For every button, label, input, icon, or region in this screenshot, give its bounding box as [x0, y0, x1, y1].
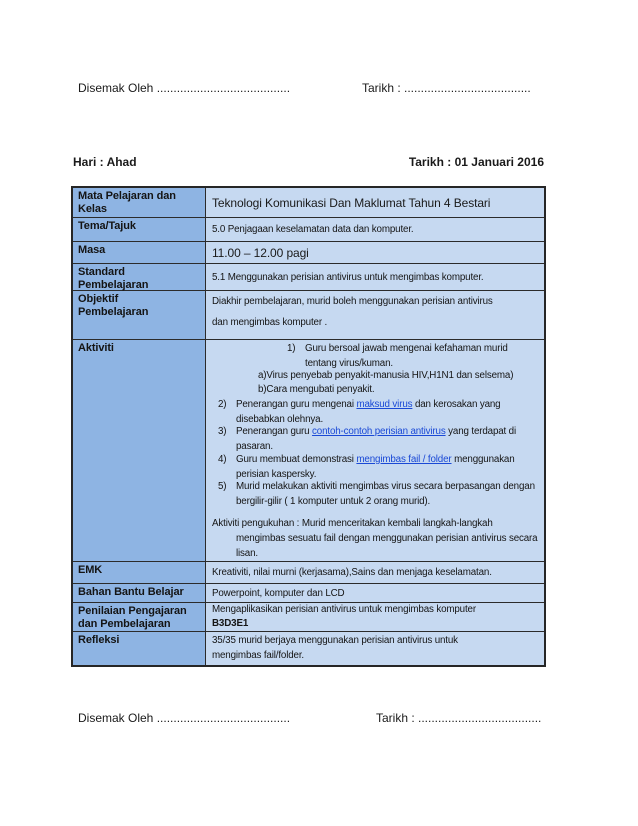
activity-number: 3) — [218, 426, 227, 437]
activity-text: menggunakan perisian kaspersky. — [236, 454, 515, 480]
reflection-line: mengimbas fail/folder. — [212, 650, 304, 661]
bottom-tarikh: Tarikh : ..................................... — [376, 711, 542, 725]
activity-text: Guru membuat demonstrasi — [236, 454, 357, 465]
activity-number: 5) — [218, 481, 227, 492]
value-cell-tema — [206, 218, 544, 241]
activity-text: yang terdapat di pasaran. — [236, 426, 517, 452]
hari-label: Hari : Ahad — [73, 155, 137, 169]
label-line: Objektif — [78, 293, 119, 305]
row-penilaian — [73, 603, 544, 632]
row-objektif — [73, 291, 544, 340]
label-line: Tema/Tajuk — [78, 220, 136, 232]
tarikh-date-label: Tarikh : 01 Januari 2016 — [408, 155, 544, 169]
label-line: Masa — [78, 244, 106, 256]
objective-line: Diakhir pembelajaran, murid boleh menggunakan perisian antivirus — [212, 296, 493, 307]
label-cell-standard — [73, 264, 206, 290]
mengimbas-fail-folder-link[interactable]: mengimbas fail / folder — [356, 454, 452, 465]
label-cell-refleksi — [73, 632, 206, 665]
label-line: Refleksi — [78, 634, 120, 646]
theme-value: 5.0 Penjagaan keselamatan data dan komputer. — [212, 224, 414, 235]
label-line: dan Pembelajaran — [78, 617, 171, 630]
row-standard — [73, 264, 544, 291]
maksud-virus-link[interactable]: maksud virus — [356, 399, 413, 410]
assessment-value: Mengaplikasikan perisian antivirus untuk mengimbas komputer — [212, 604, 476, 615]
standard-value: 5.1 Menggunakan perisian antivirus untuk mengimbas komputer. — [212, 271, 484, 283]
label-line: EMK — [78, 564, 103, 576]
label-line: Mata Pelajaran dan — [78, 190, 176, 202]
label-cell-objektif — [73, 291, 206, 339]
activity-subitem-b: b)Cara mengubati penyakit. — [258, 384, 375, 395]
label-cell-mata-pelajaran — [73, 188, 206, 217]
label-line: Standard — [78, 266, 125, 278]
activity-item-3 — [236, 424, 538, 454]
value-cell-emk — [206, 562, 544, 583]
row-bahan — [73, 584, 544, 603]
objective-line: dan mengimbas komputer . — [212, 317, 328, 328]
value-cell-refleksi — [206, 632, 544, 665]
materials-value: Powerpoint, komputer dan LCD — [212, 587, 345, 599]
value-cell-bahan — [206, 584, 544, 602]
row-aktiviti — [73, 340, 544, 562]
value-cell-masa — [206, 242, 544, 263]
activity-pengukuhan: Aktiviti pengukuhan : Murid menceritakan kembali langkah-langkah mengimbas sesuatu fail dengan menggunakan perisian antivirus secara lisan. — [212, 518, 538, 559]
activity-number: 1) — [287, 343, 296, 354]
emk-value: Kreativiti, nilai murni (kerjasama),Sains dan menjaga keselamatan. — [212, 567, 492, 578]
row-emk — [73, 562, 544, 584]
activity-text: dan kerosakan yang disebabkan olehnya. — [236, 399, 501, 425]
label-line: Bahan Bantu Belajar — [78, 586, 184, 598]
value-cell-standard — [206, 264, 544, 290]
value-cell-mata-pelajaran — [206, 188, 544, 217]
row-masa — [73, 242, 544, 264]
row-refleksi — [73, 632, 544, 665]
label-cell-aktiviti — [73, 340, 206, 561]
activity-text: Penerangan guru — [236, 426, 313, 437]
label-line: Pembelajaran — [78, 278, 149, 291]
activity-subitem-a: a)Virus penyebab penyakit-manusia HIV,H1N1 dan selsema) — [258, 370, 514, 381]
contoh-antivirus-link[interactable]: contoh-contoh perisian antivirus — [312, 426, 446, 437]
label-cell-penilaian — [73, 603, 206, 631]
label-cell-tema — [73, 218, 206, 241]
label-line: Pembelajaran — [78, 305, 149, 318]
assessment-code: B3D3E1 — [212, 618, 249, 629]
row-mata-pelajaran — [73, 188, 544, 218]
top-tarikh: Tarikh : ...................................... — [362, 81, 531, 95]
activity-number: 4) — [218, 454, 227, 465]
time-value: 11.00 – 12.00 pagi — [212, 245, 309, 260]
row-tema — [73, 218, 544, 242]
bottom-disemak-oleh: Disemak Oleh ........................................ — [78, 711, 291, 725]
top-disemak-oleh: Disemak Oleh ........................................ — [78, 81, 291, 95]
activity-item-2 — [236, 397, 538, 427]
activity-item-4 — [236, 452, 538, 482]
reflection-line: 35/35 murid berjaya menggunakan perisian antivirus untuk — [212, 635, 458, 646]
value-cell-aktiviti — [206, 340, 544, 561]
value-cell-penilaian — [206, 603, 544, 631]
subject-value: Teknologi Komunikasi Dan Maklumat Tahun 4 Bestari — [212, 195, 491, 210]
activity-item-1: Guru bersoal jawab mengenai kefahaman murid tentang virus/kuman. — [305, 343, 508, 369]
activity-item-5: Murid melakukan aktiviti mengimbas virus secara berpasangan dengan bergilir-gilir ( 1 komputer untuk 2 orang murid). — [236, 481, 535, 507]
label-cell-bahan — [73, 584, 206, 602]
activity-text: Penerangan guru mengenai — [236, 399, 357, 410]
value-cell-objektif — [206, 291, 544, 339]
label-cell-masa — [73, 242, 206, 263]
label-line: Penilaian Pengajaran — [78, 605, 187, 617]
lesson-plan-table — [71, 186, 546, 667]
label-line: Kelas — [78, 202, 107, 215]
label-line: Aktiviti — [78, 342, 114, 354]
label-cell-emk — [73, 562, 206, 583]
activity-number: 2) — [218, 399, 227, 410]
